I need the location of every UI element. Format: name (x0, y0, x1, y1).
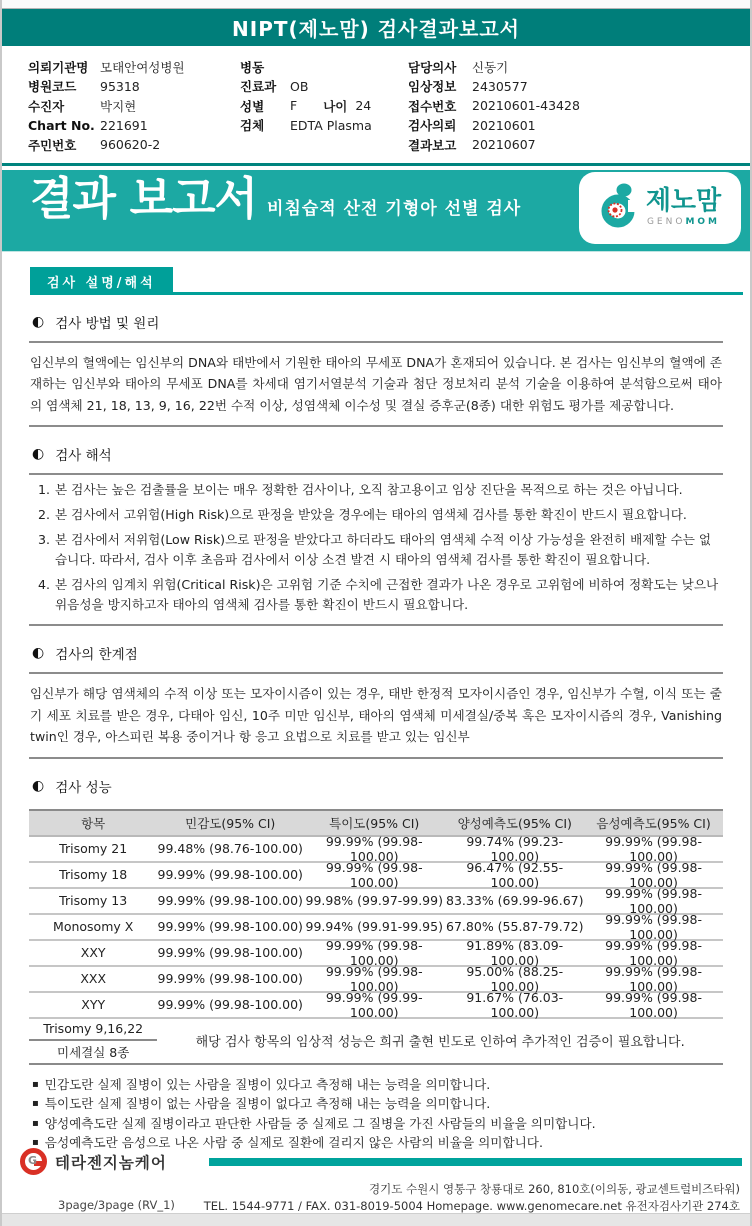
cell: Trisomy 13 (59, 893, 128, 908)
cell: 99.99% (99.98-100.00) (605, 937, 702, 968)
column-header: 특이도(95% CI) (329, 815, 420, 831)
field-label: Chart No. (28, 117, 95, 133)
cell: 99.99% (99.98-100.00) (605, 859, 702, 890)
field-value: 박지현 (100, 98, 137, 114)
field-value: 221691 (100, 117, 148, 133)
info-row-resident-no (28, 135, 240, 155)
field-label: 병동 (240, 59, 265, 75)
divider-line (29, 341, 723, 343)
cell: 99.99% (99.98-100.00) (605, 911, 702, 942)
field-label: 의뢰기관명 (28, 59, 89, 75)
field-value: OB (290, 78, 309, 94)
half-circle-icon: ◐ (32, 777, 45, 794)
square-bullet-icon: ▪ (32, 1098, 39, 1109)
field-label: 나이 (323, 98, 348, 114)
divider-line (29, 672, 723, 674)
info-row-hospital-code (28, 77, 240, 97)
field-value: 2430577 (472, 78, 528, 94)
note-line (32, 1075, 750, 1095)
cell: 99.99% (99.98-100.00) (157, 971, 303, 986)
item-text: 본 검사의 임계치 위험(Critical Risk)은 고위험 기준 수치에 근접한 결과가 나온 경우로 고위험에 비하여 정확도는 낮으나 위음성을 방지하고자 태아의 염색체 검사를 통한 확진이 반드시 필요합니다. (55, 577, 719, 612)
square-bullet-icon: ▪ (32, 1137, 39, 1148)
cell: 미세결실 8종 (57, 1044, 130, 1060)
cell: 99.99% (99.98-100.00) (605, 963, 702, 994)
cell: 99.99% (99.98-100.00) (325, 859, 423, 890)
half-circle-icon: ◐ (32, 446, 45, 462)
cell: 99.99% (99.98-100.00) (157, 919, 303, 934)
mother-figure-icon (599, 182, 639, 234)
company-name: 테라젠지놈케어 (55, 1153, 167, 1172)
cell: XXX (80, 971, 107, 986)
section-title: 검사 성능 (55, 779, 112, 796)
info-row-sex-age (240, 96, 408, 116)
field-value: 20210607 (472, 137, 536, 153)
field-label: 결과보고 (408, 137, 457, 153)
info-row-clinical-info (408, 77, 750, 97)
cell: XYY (81, 997, 106, 1012)
field-label: 검사의뢰 (408, 118, 457, 134)
patient-info (2, 46, 750, 161)
performance-table (29, 809, 723, 1065)
cell: 96.47% (92.55-100.00) (466, 859, 564, 890)
method-body: 임신부의 혈액에는 임신부의 DNA와 태반에서 기원한 태아의 무세포 DNA가 혼재되어 있습니다. 본 검사는 임신부의 혈액에 존재하는 임신부와 태아의 무세포 DNA를 차세대 염기서열분석 기술과 첨단 정보처리 분석 기술을 이용하여 분석함으로써 태아의 염색체 21, 18, 13, 9, 16, 22번 수적 이상, 성염색체 이수성 및 결실 증후군(8종) 대한 위험도 평가를 제공합니다. (30, 354, 722, 413)
cell: 99.74% (99.23-100.00) (466, 833, 564, 864)
limitations-body: 임신부가 해당 염색체의 수적 이상 또는 모자이시즘이 있는 경우, 태반 한정적 모자이시즘인 경우, 임신부가 수혈, 이식 또는 줄기 세포 치료를 받은 경우, 다태아 임신, 10주 미만 임신부, 태아의 염색체 미세결실/중복 혹은 모자이시즘의 경우, Vanishing twin인 경우, 아스피린 복용 중이거나 항 응고 요법으로 치료를 받고 있는 임신부 (30, 686, 722, 744)
bottom-strip (2, 1213, 750, 1226)
info-row-specimen (240, 116, 408, 136)
g-inner-mark: G (28, 1154, 38, 1167)
cell: 99.99% (99.98-100.00) (157, 867, 303, 882)
list-item (33, 480, 723, 500)
item-number: 2. (37, 507, 50, 522)
logo-english-name: GENOMOM (646, 217, 721, 227)
field-value: 95318 (100, 78, 140, 94)
cell: 99.99% (99.98-100.00) (325, 937, 423, 968)
cell: 95.00% (88.25-100.00) (466, 963, 564, 994)
field-value: 신동기 (472, 59, 509, 75)
field-value: 20210601-43428 (472, 98, 580, 114)
field-label: 담당의사 (408, 59, 457, 75)
item-number: 4. (37, 577, 50, 592)
field-value: 20210601 (472, 117, 536, 133)
field-label: 병원코드 (28, 79, 77, 95)
cell: 91.89% (83.09-100.00) (466, 937, 564, 968)
field-label: 주민번호 (28, 137, 77, 153)
cell: 99.99% (99.98-100.00) (157, 997, 303, 1012)
section-header-method (32, 312, 750, 332)
logo-korean-name: 제노맘 (645, 186, 722, 216)
cell: Trisomy 9,16,22 (29, 1019, 157, 1041)
info-row-patient-name (28, 96, 240, 116)
list-item (33, 575, 723, 615)
report-title-bar (2, 9, 750, 46)
info-row-doctor (408, 57, 750, 77)
field-label: 검체 (240, 118, 265, 134)
divider-line (29, 757, 723, 759)
field-value: 960620-2 (100, 137, 161, 153)
divider-line (29, 473, 723, 475)
cell: 99.98% (99.97-99.99) (305, 893, 443, 908)
cell: 99.99% (99.98-100.00) (325, 833, 423, 864)
cell: 91.67% (76.03-100.00) (466, 989, 564, 1020)
item-number: 3. (37, 532, 50, 547)
footer-top-row (2, 1148, 750, 1175)
cell: 99.99% (99.99-100.00) (325, 989, 423, 1020)
list-item (33, 505, 723, 525)
page-indicator: 3page/3page (RV_1) (58, 1198, 175, 1212)
section-title: 검사 방법 및 원리 (55, 315, 160, 332)
logo-text (646, 188, 721, 227)
banner-subtitle: 비침습적 산전 기형아 선별 검사 (267, 198, 522, 219)
column-header: 음성예측도(95% CI) (596, 815, 711, 831)
note-text: 양성예측도란 실제 질병이라고 판단한 사람들 중 실제로 그 질병을 가진 사람들의 비율을 의미합니다. (44, 1115, 596, 1131)
item-number: 1. (37, 482, 50, 497)
footer (2, 1148, 750, 1214)
field-label: 임상정보 (408, 79, 457, 95)
square-bullet-icon: ▪ (32, 1117, 39, 1129)
info-row-report-date (408, 135, 750, 155)
cell: 99.99% (99.98-100.00) (157, 945, 303, 960)
address-line-1: 경기도 수원시 영통구 창룡대로 260, 810호(이의동, 광교센트럴비즈타워) (369, 1182, 740, 1196)
interpretation-list (33, 480, 723, 615)
divider-line (29, 624, 723, 626)
column-header: 양성예측도(95% CI) (457, 815, 572, 831)
info-row-receipt-no (408, 96, 750, 116)
note-text: 민감도란 실제 질병이 있는 사람을 질병이 있다고 측정해 내는 능력을 의미합니다. (44, 1076, 491, 1092)
section-header-interpretation (32, 444, 750, 464)
note-text: 특이도란 실제 질병이 없는 사람을 질병이 없다고 측정해 내는 능력을 의미합니다. (44, 1096, 491, 1111)
section-header-performance (32, 776, 750, 796)
info-row-request-date (408, 116, 750, 136)
table-row (29, 989, 723, 1020)
cell: 83.33% (69.99-96.67) (446, 893, 584, 908)
square-bullet-icon: ▪ (32, 1078, 39, 1090)
field-value: 모태안여성병원 (100, 59, 185, 75)
divider-line (29, 425, 723, 427)
footer-teal-bar (209, 1158, 742, 1166)
cell: 99.99% (99.98-100.00) (605, 989, 702, 1020)
section-tab-row (30, 267, 743, 295)
note-line (32, 1094, 750, 1114)
cell: 99.48% (98.76-100.00) (157, 841, 303, 856)
half-circle-icon: ◐ (32, 645, 45, 661)
address-line-2: TEL. 1544-9771 / FAX. 031-8019-5004 Homepage. www.genomecare.net 유전자검사기관 274호 (203, 1198, 740, 1213)
cell: 99.99% (99.98-100.00) (325, 963, 423, 994)
section-title: 검사의 한계점 (55, 647, 138, 663)
patient-info-col1 (28, 57, 240, 155)
cell: Trisomy 18 (59, 867, 128, 882)
cell: Monosomy X (53, 919, 134, 934)
patient-info-col3 (408, 57, 750, 155)
theragen-g-icon (20, 1148, 47, 1175)
field-label: 성별 (240, 98, 265, 114)
result-banner (2, 170, 750, 252)
cell: Trisomy 21 (59, 841, 128, 856)
cell: 99.94% (99.91-99.95) (305, 919, 443, 934)
cell: 67.80% (55.87-79.72) (446, 919, 584, 934)
info-row-chart-no (28, 116, 240, 136)
section-header-limitations (32, 643, 750, 663)
definition-notes (32, 1075, 750, 1153)
column-header: 항목 (81, 815, 106, 831)
cell: 99.99% (99.98-100.00) (605, 885, 702, 916)
genomom-logo (579, 172, 741, 244)
field-label: 진료과 (240, 79, 277, 95)
info-row-department (240, 77, 408, 97)
half-circle-icon: ◐ (32, 313, 45, 330)
merged-note: 해당 검사 항목의 임상적 성능은 희귀 출현 빈도로 인하여 추가적인 검증이 필요합니다. (195, 1035, 685, 1050)
note-text: 음성예측도란 음성으로 나온 사람 중 실제로 질환에 걸리지 않은 사람의 비율을 의미합니다. (44, 1135, 543, 1150)
teal-divider (2, 163, 750, 166)
table-merged-row (29, 1019, 723, 1063)
banner-title: 결과 보고서 (30, 171, 258, 225)
field-value: F (290, 98, 298, 114)
patient-info-col2 (240, 57, 408, 155)
info-row-hospital (28, 57, 240, 77)
field-value: EDTA Plasma (290, 117, 372, 133)
item-text: 본 검사는 높은 검출률을 보이는 매우 정확한 검사이나, 오직 참고용이고 임상 진단을 목적으로 하는 것은 아닙니다. (55, 482, 683, 497)
cell: 99.99% (99.98-100.00) (157, 893, 303, 908)
list-item (33, 530, 723, 570)
field-label: 접수번호 (408, 98, 457, 114)
field-label: 수진자 (28, 98, 65, 114)
cell: XXY (80, 945, 106, 960)
item-text: 본 검사에서 고위험(High Risk)으로 판정을 받았을 경우에는 태아의 염색체 검사를 통한 확진이 반드시 필요합니다. (55, 507, 687, 522)
section-title: 검사 해석 (55, 448, 112, 464)
section-tab: 검사 설명/해석 (30, 267, 173, 295)
cell: 99.99% (99.98-100.00) (605, 833, 702, 864)
column-header: 민감도(95% CI) (185, 815, 276, 831)
merged-item-column (29, 1019, 157, 1063)
note-line (32, 1114, 750, 1134)
section-tab-underline (173, 292, 743, 295)
top-strip (2, 0, 750, 9)
report-title: NIPT(제노맘) 검사결과보고서 (232, 17, 520, 41)
item-text: 본 검사에서 저위험(Low Risk)으로 판정을 받았다고 하더라도 태아의 염색체 수적 이상 가능성을 완전히 배제할 수는 없습니다. 따라서, 검사 이후 초음파 검사에서 이상 소견 발견 시 태아의 염색체 검사를 통한 확진이 필요합니다. (55, 532, 712, 567)
field-value: 24 (355, 98, 372, 114)
info-row-ward (240, 57, 408, 77)
